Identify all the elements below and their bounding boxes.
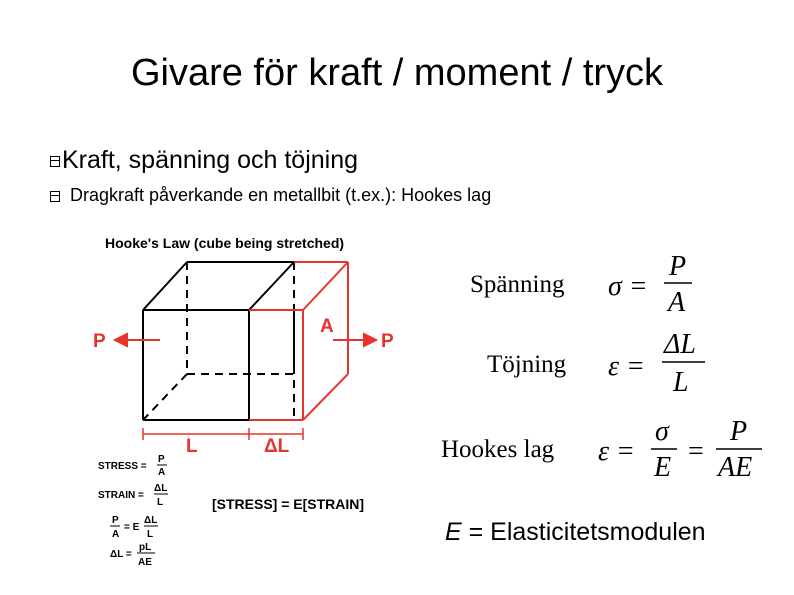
formula-3-label: Hookes lag (441, 436, 555, 463)
stress-label: STRESS = (98, 461, 147, 472)
figure-heading: Hooke's Law (cube being stretched) (105, 235, 345, 251)
arrow-right-head-icon (364, 334, 376, 346)
eq4-left: ΔL = (110, 549, 132, 560)
formula-2-lhs: ε = (608, 351, 645, 382)
slide-title: Givare för kraft / moment / tryck (130, 52, 664, 94)
formula-3-den-1: E (654, 452, 672, 483)
eq3-den-right: L (147, 529, 154, 540)
label-p-left: P (93, 331, 106, 352)
eq4-den: AE (138, 557, 152, 568)
cube-edge (249, 262, 294, 310)
eq3-den-left: A (112, 529, 120, 540)
label-length: L (186, 436, 198, 457)
label-delta-length: ΔL (264, 436, 290, 457)
extension-edge (303, 262, 348, 310)
elasticity-symbol: E (445, 518, 462, 546)
eq4-num: pL (139, 542, 152, 553)
formula-2-num: ΔL (664, 329, 697, 360)
strain-num: ΔL (154, 483, 168, 494)
strain-label: STRAIN = (98, 490, 144, 501)
formula-3-eq: = (688, 436, 704, 467)
eq3-num-right: ΔL (144, 515, 158, 526)
eq3-num-left: P (112, 515, 119, 526)
label-area: A (320, 316, 334, 337)
hidden-edge (143, 374, 187, 420)
formula-3-num-1: σ (655, 416, 669, 447)
small-equations (98, 454, 168, 568)
formula-2-den: L (673, 367, 689, 398)
bullet-2-text: Dragkraft påverkande en metallbit (t.ex.): Hookes lag (70, 185, 492, 205)
formula-panel (441, 251, 762, 483)
force-arrows (115, 334, 376, 346)
formula-3-num-2: P (730, 416, 748, 447)
formula-1-num: P (669, 251, 687, 282)
label-p-right: P (381, 331, 394, 352)
formula-2-label: Töjning (487, 351, 567, 378)
formula-1-lhs: σ = (608, 271, 648, 302)
formula-3-lhs: ε = (598, 436, 635, 467)
formula-3-den-2: AE (718, 452, 753, 483)
stress-num: P (158, 454, 165, 465)
strain-den: L (157, 497, 164, 508)
arrow-left-head-icon (115, 334, 127, 346)
eq3-equals: = E (124, 522, 140, 533)
formula-1-label: Spänning (470, 271, 565, 298)
elasticity-text: = Elasticitetsmodulen (461, 518, 706, 546)
bullet-1-text: Kraft, spänning och töjning (62, 146, 359, 174)
formula-1-den: A (668, 287, 686, 318)
stress-strain-relation: [STRESS] = E[STRAIN] (212, 496, 365, 512)
extension-edge (303, 374, 348, 420)
stress-den: A (158, 467, 166, 478)
cube-edge (143, 262, 187, 310)
elasticity-note (445, 518, 706, 547)
cube-drawing (143, 262, 294, 420)
